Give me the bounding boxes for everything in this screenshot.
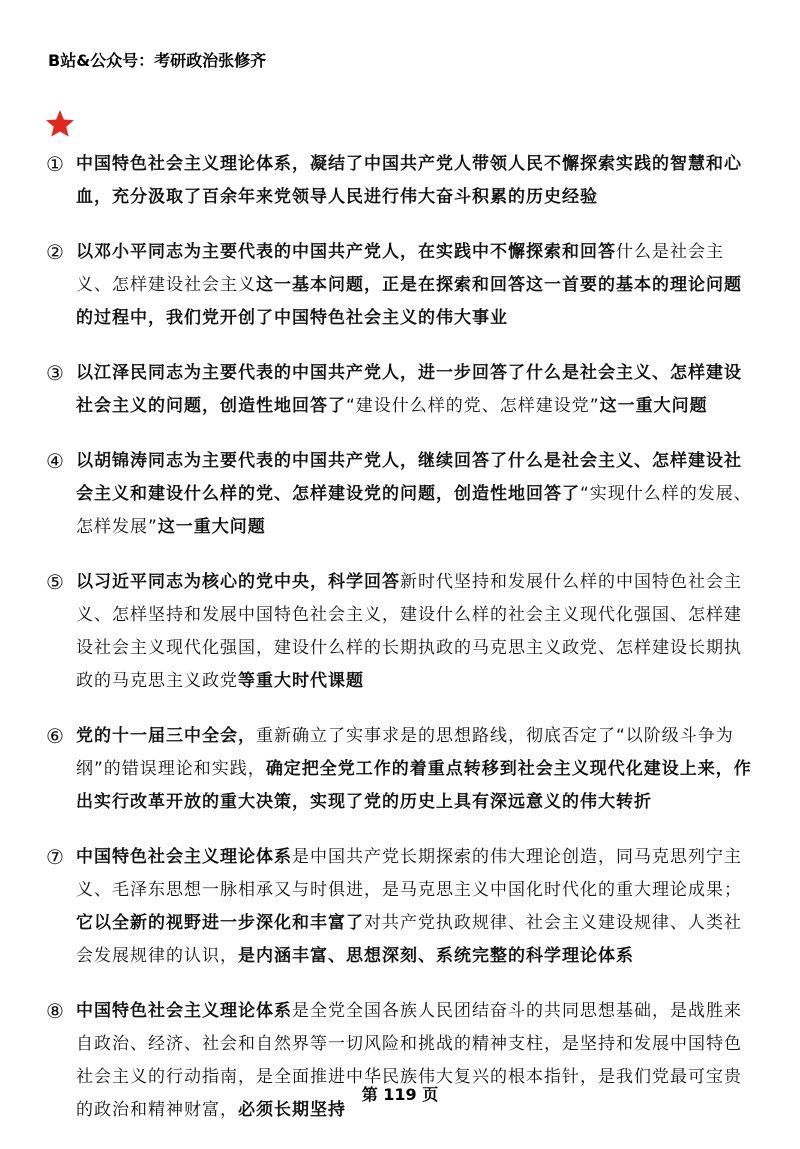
emphasis-text: 必须长期坚持 [238,1100,346,1120]
item-number: ② [46,240,64,264]
item-number: ⑥ [46,724,64,748]
emphasis-text: 是内涵丰富、思想深刻、系统完整的科学理论体系 [238,946,634,966]
list-item [46,841,758,973]
emphasis-text: 党的十一届三中全会， [76,726,256,746]
plain-text: 是全党全国各族人民团结奋斗的共同思想基础，是战胜来自政治、经济、社会和自然界等一切风险和挑战的精神支柱，是坚持和发展中国特色社会主义的行动指南，是全面推进中华民族伟大复兴的根本指针，是我们党最可宝贵的政治和精神财富， [76,1001,742,1120]
page-number: 第 119 页 [361,1085,439,1104]
emphasis-text: 这一基本问题，正是在探索和回答这一首要的基本的理论问题的过程中，我们党开创了中国特色社会主义的伟大事业 [76,275,742,328]
emphasis-text: 这一重大问题 [157,517,266,537]
list-item [46,357,758,423]
item-number: ④ [46,449,64,473]
item-text [76,995,758,1127]
emphasis-text: 以江泽民同志为主要代表的中国共产党人，进一步回答了什么是社会主义、怎样建设社会主义的问题，创造性地回答了 [76,363,742,416]
star-icon [44,108,76,140]
item-number: ⑧ [46,999,64,1023]
plain-text: 重新确立了实事求是的思想路线，彻底否定了“以阶级斗争为纲”的错误理论和实践， [76,726,734,779]
item-text [76,720,758,819]
list-item [46,236,758,335]
plain-text: “建设什么样的党、怎样建设党” [346,396,600,416]
plain-text: 新时代坚持和发展什么样的中国特色社会主义、怎样坚持和发展中国特色社会主义，建设什么样的社会主义现代化强国、怎样建设社会主义现代化强国，建设什么样的长期执政的马克思主义政党、怎样建设长期执政的马克思主义政党 [76,572,742,691]
emphasis-text: 以胡锦涛同志为主要代表的中国共产党人，继续回答了什么是社会主义、怎样建设社会主义和建设什么样的党、怎样建设党的问题，创造性地回答了 [76,451,742,504]
item-number: ③ [46,361,64,385]
item-text [76,357,758,423]
item-text [76,566,758,698]
item-text [76,236,758,335]
emphasis-text: 中国特色社会主义理论体系 [76,1001,292,1021]
list-item [46,720,758,819]
item-list [46,148,758,1149]
emphasis-text: 这一重大问题 [599,396,708,416]
emphasis-text: 以邓小平同志为主要代表的中国共产党人，在实践中不懈探索和回答 [76,242,616,262]
emphasis-text: 它以全新的视野进一步深化和丰富了 [76,913,364,933]
emphasis-text: 中国特色社会主义理论体系 [76,847,292,867]
item-number: ① [46,152,64,176]
item-text [76,841,758,973]
emphasis-text: 确定把全党工作的着重点转移到社会主义现代化建设上来，作出实行改革开放的重大决策，实现了党的历史上具有深远意义的伟大转折 [76,759,752,812]
plain-text: 是中国共产党长期探索的伟大理论创造，同马克思列宁主义、毛泽东思想一脉相承又与时俱进，是马克思主义中国化时代化的重大理论成果； [76,847,742,900]
item-text [76,148,758,214]
emphasis-text: 以习近平同志为核心的党中央，科学回答 [76,572,400,592]
item-text [76,445,758,544]
plain-text: 什么是社会主义、怎样建设社会主义 [76,242,724,295]
list-item [46,148,758,214]
page-header: B站&公众号：考研政治张修齐 [48,51,267,70]
emphasis-text: 等重大时代课题 [238,671,364,691]
list-item [46,566,758,698]
list-item [46,995,758,1127]
list-item [46,445,758,544]
item-number: ⑦ [46,845,64,869]
item-number: ⑤ [46,570,64,594]
plain-text: 对共产党执政规律、社会主义建设规律、人类社会发展规律的认识， [76,913,742,966]
plain-text: “实现什么样的发展、怎样发展” [76,484,752,537]
emphasis-text: 中国特色社会主义理论体系，凝结了中国共产党人带领人民不懈探索实践的智慧和心血，充分汲取了百余年来党领导人民进行伟大奋斗积累的历史经验 [76,154,742,207]
